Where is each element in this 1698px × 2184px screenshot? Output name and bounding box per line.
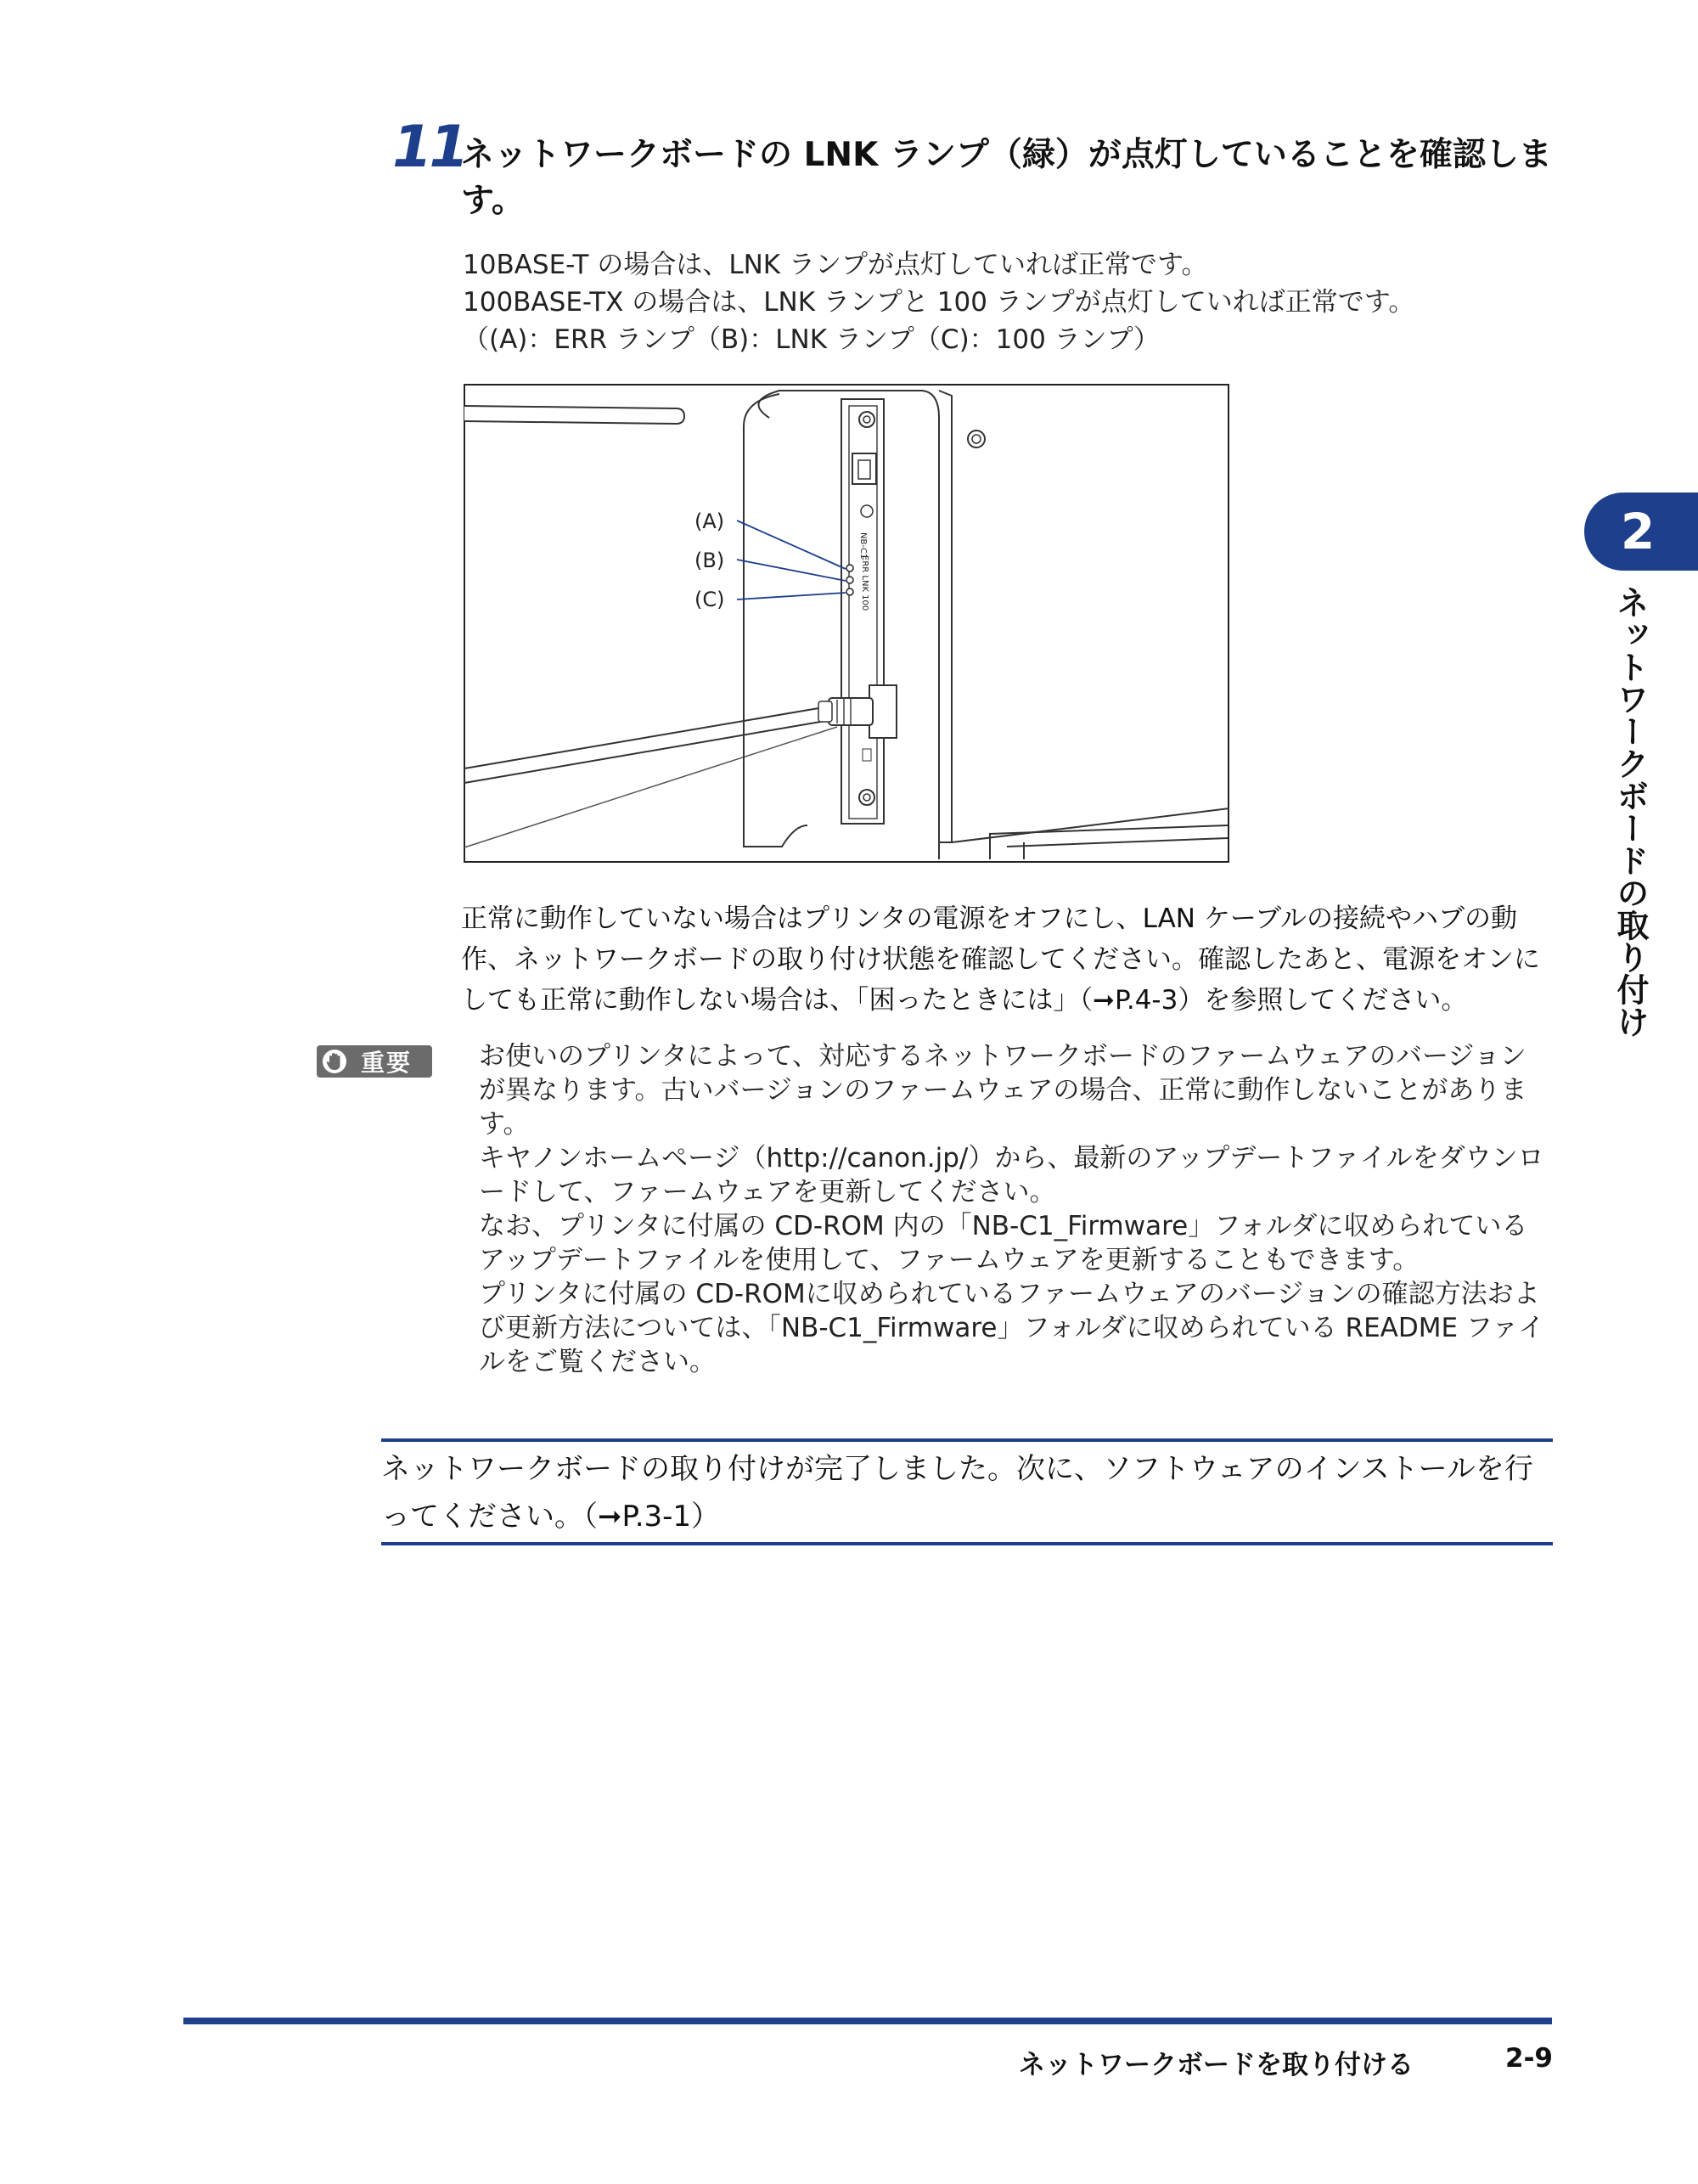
note-paragraph-4: プリンタに付属の CD-ROMに収められているファームウェアのバージョンの確認方法および更新方法については、「NB-C1_Firmware」フォルダに収められている README ファイルをご覧ください。 bbox=[479, 1279, 1545, 1377]
page-number: 2-9 bbox=[1505, 2043, 1554, 2074]
step-number: 11 bbox=[392, 114, 466, 181]
board-model-label: NB-C1 bbox=[858, 532, 868, 560]
footer-rule bbox=[183, 2018, 1552, 2024]
footer-section-title: ネットワークボードを取り付ける bbox=[1019, 2050, 1414, 2080]
summary-top-rule bbox=[381, 1438, 1553, 1442]
important-note bbox=[479, 1039, 1550, 1379]
callout-c: (C) bbox=[694, 588, 725, 611]
chapter-tab bbox=[1584, 493, 1698, 571]
step-title: ネットワークボードの LNK ランプ（緑）が点灯していることを確認します。 bbox=[461, 136, 1552, 220]
important-label: 重要 bbox=[361, 1049, 413, 1077]
step-description bbox=[463, 246, 1414, 358]
hand-stop-icon bbox=[322, 1049, 347, 1074]
lamp-labels: ERR LNK 100 bbox=[860, 555, 869, 611]
network-board-illustration bbox=[464, 384, 1229, 863]
note-paragraph-3: なお、プリンタに付属の CD-ROM 内の「NB-C1_Firmware」フォルダに収められているアップデートファイルを使用して、ファームウェアを更新することもできます。 bbox=[479, 1211, 1528, 1275]
summary-bottom-rule bbox=[381, 1542, 1553, 1545]
note-paragraph-2: キヤノンホームページ（http://canon.jp/）から、最新のアップデートファイルをダウンロードして、ファームウェアを更新してください。 bbox=[479, 1143, 1544, 1207]
callout-b: (B) bbox=[694, 549, 725, 572]
description-line-2: 100BASE-TX の場合は、LNK ランプと 100 ランプが点灯していれば正常です。 bbox=[463, 287, 1415, 318]
description-line-1: 10BASE-T の場合は、LNK ランプが点灯していれば正常です。 bbox=[463, 250, 1208, 280]
troubleshoot-paragraph: 正常に動作していない場合はプリンタの電源をオフにし、LAN ケーブルの接続やハブの動作、ネットワークボードの取り付け状態を確認してください。確認したあと、電源をオンにしても正常に動作しない場合は、「困ったときには」（➞P.4-3）を参照してください。 bbox=[461, 903, 1540, 1016]
chapter-side-label: ネットワークボードの取り付け bbox=[1611, 586, 1649, 1038]
callout-a: (A) bbox=[694, 509, 725, 533]
description-line-3: （(A)：ERR ランプ（B)：LNK ランプ（C)：100 ランプ） bbox=[463, 324, 1160, 355]
note-paragraph-1: お使いのプリンタによって、対応するネットワークボードのファームウェアのバージョンが異なります。古いバージョンのファームウェアの場合、正常に動作しないことがあります。 bbox=[479, 1041, 1527, 1140]
chapter-number: 2 bbox=[1620, 503, 1656, 560]
important-badge bbox=[317, 1045, 432, 1078]
completion-summary: ネットワークボードの取り付けが完了しました。次に、ソフトウェアのインストールを行ってください。（➞P.3-1） bbox=[381, 1452, 1533, 1534]
